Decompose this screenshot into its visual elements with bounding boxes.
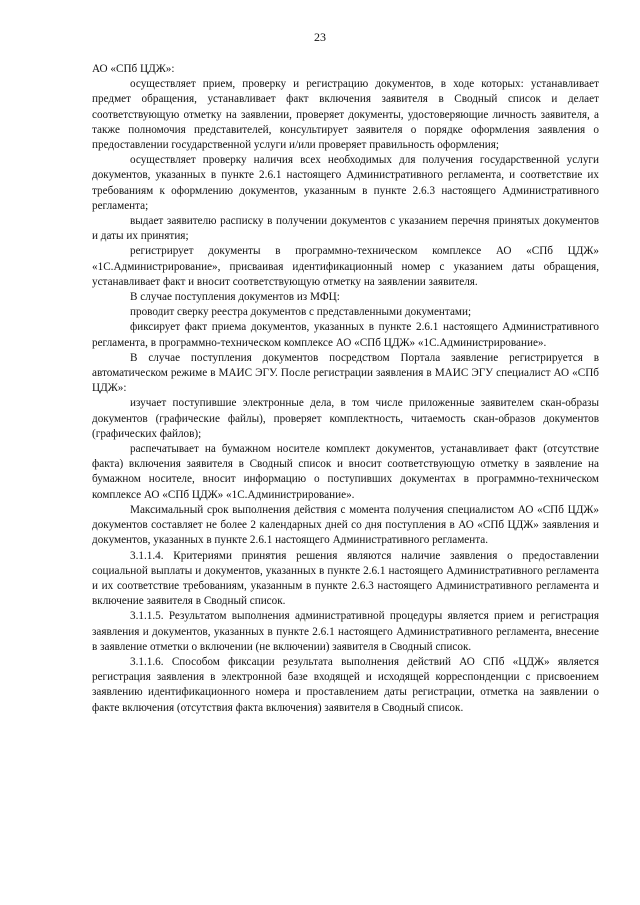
paragraph: проводит сверку реестра документов с представленными документами; [130,306,472,319]
paragraph: выдает заявителю расписку в получении документов с указанием перечня принятых документов и даты их принятия; [92,215,599,243]
paragraph: 3.1.1.5. Результатом выполнения административной процедуры является прием и регистрация заявления и документов, указанных в пункте 2.6.1 настоящего Административного регламента, внесение в заявление отметки о включении (не включении) заявителя в Сводный список. [92,610,599,653]
paragraph: В случае поступления документов из МФЦ: [130,291,340,304]
paragraph: распечатывает на бумажном носителе комплект документов, устанавливает факт (отсутствие факта) включения заявителя в Сводный список и вносит соответствующую отметку в заявление на бумажном носителе, вносит информацию о поступивших документах в программно-техническом комплексе АО «СПб ЦДЖ» «1С.Администрирование». [92,443,599,501]
paragraph: Максимальный срок выполнения действия с момента получения специалистом АО «СПб ЦДЖ» документов составляет не более 2 календарных дней со дня поступления в АО «СПб ЦДЖ» заявления и документов, указанных в пункте 2.6.1 настоящего Административного регламента. [92,503,599,547]
paragraph: регистрирует документы в программно-техническом комплексе АО «СПб ЦДЖ» «1С.Администрирование», присваивая идентификационный номер с указанием даты обращения, устанавливает факт и вносит соответствующую отметку на заявлении заявителя. [92,245,599,288]
paragraph: 3.1.1.4. Критериями принятия решения являются наличие заявления о предоставлении социальной выплаты и документов, указанных в пункте 2.6.1 настоящего Административного регламента и их соответствие требованиям, указанным в пункте 2.6.3 настоящего Административного регламента и включение заявителя в Сводный список. [92,549,599,608]
paragraph: В случае поступления документов посредством Портала заявление регистрируется в автоматическом режиме в МАИС ЭГУ. После регистрации заявления в МАИС ЭГУ специалист АО «СПб ЦДЖ»: [92,351,599,395]
paragraph: осуществляет проверку наличия всех необходимых для получения государственной услуги документов, указанных в пункте 2.6.1 настоящего Административного регламента, и соответствие их требованиям к оформлению документов, указанным в пункте 2.6.3 настоящего Административного регламента; [92,154,599,212]
paragraph: 3.1.1.6. Способом фиксации результата выполнения действий АО СПб «ЦДЖ» является регистрация заявления в электронной базе входящей и исходящей корреспонденции с присвоением заявлению идентификационного номера и проставлением даты регистрации, отметка на заявлении о факте включения (отсутствия факта включения) заявителя в Сводный список. [92,655,599,714]
paragraph: осуществляет прием, проверку и регистрацию документов, в ходе которых: устанавливает предмет обращения, устанавливает факт включения заявителя в Сводный список и делает соответствующую отметку на заявлении, проверяет документы, удостоверяющие личность заявителя, а также полномочия представителей, консультирует заявителя о порядке оформления заявления о предоставлении государственной услуги и/или проверяет правильность оформления; [92,78,599,152]
document-body [92,62,599,716]
paragraph: изучает поступившие электронные дела, в том числе приложенные заявителем скан-образы документов (графические файлы), проверяет комплектность, читаемость скан-образов документов (графических файлов); [92,397,599,440]
page-number: 23 [314,30,326,44]
paragraph: АО «СПб ЦДЖ»: [92,63,175,75]
paragraph: фиксирует факт приема документов, указанных в пункте 2.6.1 настоящего Административного регламента, в программно-техническом комплексе АО «СПб ЦДЖ» «1С.Администрирование». [92,321,599,349]
